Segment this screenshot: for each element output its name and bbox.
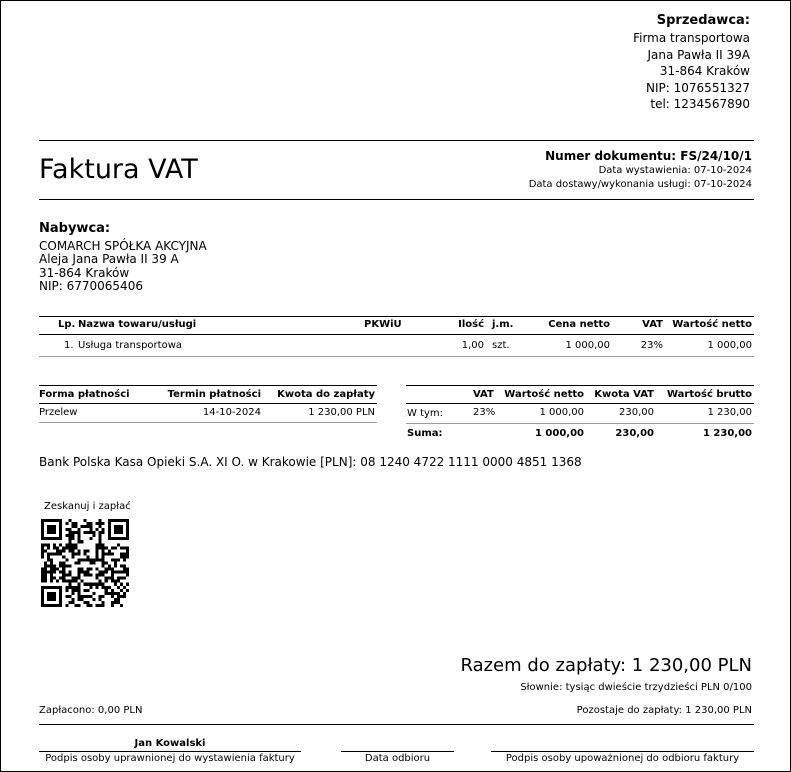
col-header-vat: VAT (473, 389, 494, 400)
buyer-heading: Nabywca: (39, 221, 111, 236)
vat-amount: 230,00 (619, 407, 654, 418)
amount-due: 1 230,00 PLN (308, 407, 375, 418)
table-row-border (406, 423, 754, 424)
col-header-payment-method: Forma płatności (39, 389, 130, 400)
col-header-unit: j.m. (492, 319, 514, 330)
due-date: 14-10-2024 (202, 407, 261, 418)
total-amount: Razem do zapłaty: 1 230,00 PLN (460, 655, 752, 676)
delivery-date: Data dostawy/wykonania usługi: 07-10-2024 (528, 178, 752, 190)
col-header-name: Nazwa towaru/usługi (78, 319, 197, 330)
col-header-qty: Ilość (458, 319, 484, 330)
table-bottom-border (39, 356, 754, 357)
col-header-net: Wartość netto (504, 389, 584, 400)
row-net-value: 1 000,00 (707, 340, 752, 351)
bank-account: Bank Polska Kasa Opieki S.A. XI O. w Krakowie [PLN]: 08 1240 4722 1111 0000 4851 1368 (39, 455, 582, 469)
seller-block (633, 13, 750, 112)
signature-line (491, 751, 754, 752)
divider (39, 140, 754, 141)
qr-label: Zeskanuj i zapłać (44, 501, 131, 512)
row-lp: 1. (64, 340, 74, 351)
sum-net: 1 000,00 (534, 428, 584, 439)
col-header-vat: VAT (642, 319, 663, 330)
col-header-due-date: Termin płatności (167, 389, 261, 400)
sum-gross: 1 230,00 (702, 428, 752, 439)
table-top-border (39, 385, 377, 386)
col-header-amount-due: Kwota do zapłaty (277, 389, 375, 400)
table-header-border (39, 403, 377, 404)
issue-date: Data wystawienia: 07-10-2024 (598, 165, 752, 176)
row-vat: 23% (640, 340, 663, 351)
issuer-caption: Podpis osoby uprawnionej do wystawienia faktury (45, 753, 295, 764)
receipt-date-caption: Data odbioru (364, 753, 431, 764)
document-number: Numer dokumentu: FS/24/10/1 (545, 149, 752, 163)
row-qty: 1,00 (461, 340, 484, 351)
seller-heading: Sprzedawca: (656, 13, 750, 28)
buyer-name: COMARCH SPÓŁKA AKCYJNA (39, 239, 207, 254)
table-top-border (39, 316, 754, 317)
vat-net: 1 000,00 (539, 407, 584, 418)
seller-name: Firma transportowa (633, 31, 750, 46)
col-header-pkwiu: PKWiU (364, 319, 402, 330)
vat-rate: 23% (473, 407, 496, 418)
buyer-street: Aleja Jana Pawła II 39 A (39, 252, 179, 267)
row-unit: szt. (492, 340, 510, 351)
receiver-caption: Podpis osoby upoważnionej do odbioru faktury (505, 753, 740, 764)
col-header-lp: Lp. (58, 319, 76, 330)
col-header-net-value: Wartość netto (672, 319, 752, 330)
divider (39, 724, 754, 725)
seller-tel: tel: 1234567890 (650, 97, 750, 112)
row-net-price: 1 000,00 (565, 340, 610, 351)
amount-in-words: Słownie: tysiąc dwieście trzydzieści PLN 0/100 (520, 682, 752, 693)
signature-line (341, 751, 454, 752)
sum-label: Suma: (407, 428, 443, 439)
signature-line (39, 751, 301, 752)
divider (39, 199, 754, 200)
seller-nip: NIP: 1076551327 (646, 80, 750, 95)
remaining-amount: Pozostaje do zapłaty: 1 230,00 PLN (576, 705, 752, 716)
seller-street: Jana Pawła II 39A (647, 47, 750, 62)
payment-method: Przelew (39, 407, 78, 418)
buyer-nip: NIP: 6770065406 (39, 278, 143, 293)
seller-city: 31-864 Kraków (659, 64, 750, 79)
issuer-name: Jan Kowalski (134, 738, 206, 749)
col-header-vat-amount: Kwota VAT (594, 389, 654, 400)
table-bottom-border (39, 422, 377, 423)
col-header-gross: Wartość brutto (666, 389, 752, 400)
document-title: Faktura VAT (39, 154, 198, 185)
table-header-border (39, 334, 754, 335)
document-info (529, 149, 752, 191)
row-name: Usługa transportowa (78, 340, 182, 351)
sum-vat-amount: 230,00 (615, 428, 654, 439)
buyer-block (39, 222, 207, 293)
paid-amount: Zapłacono: 0,00 PLN (39, 705, 143, 716)
vat-gross: 1 230,00 (707, 407, 752, 418)
qr-code-icon (41, 519, 129, 607)
buyer-city: 31-864 Kraków (39, 265, 130, 280)
col-header-net-price: Cena netto (548, 319, 610, 330)
table-header-border (406, 403, 754, 404)
table-top-border (406, 385, 754, 386)
vat-row-label: W tym: (407, 408, 444, 419)
